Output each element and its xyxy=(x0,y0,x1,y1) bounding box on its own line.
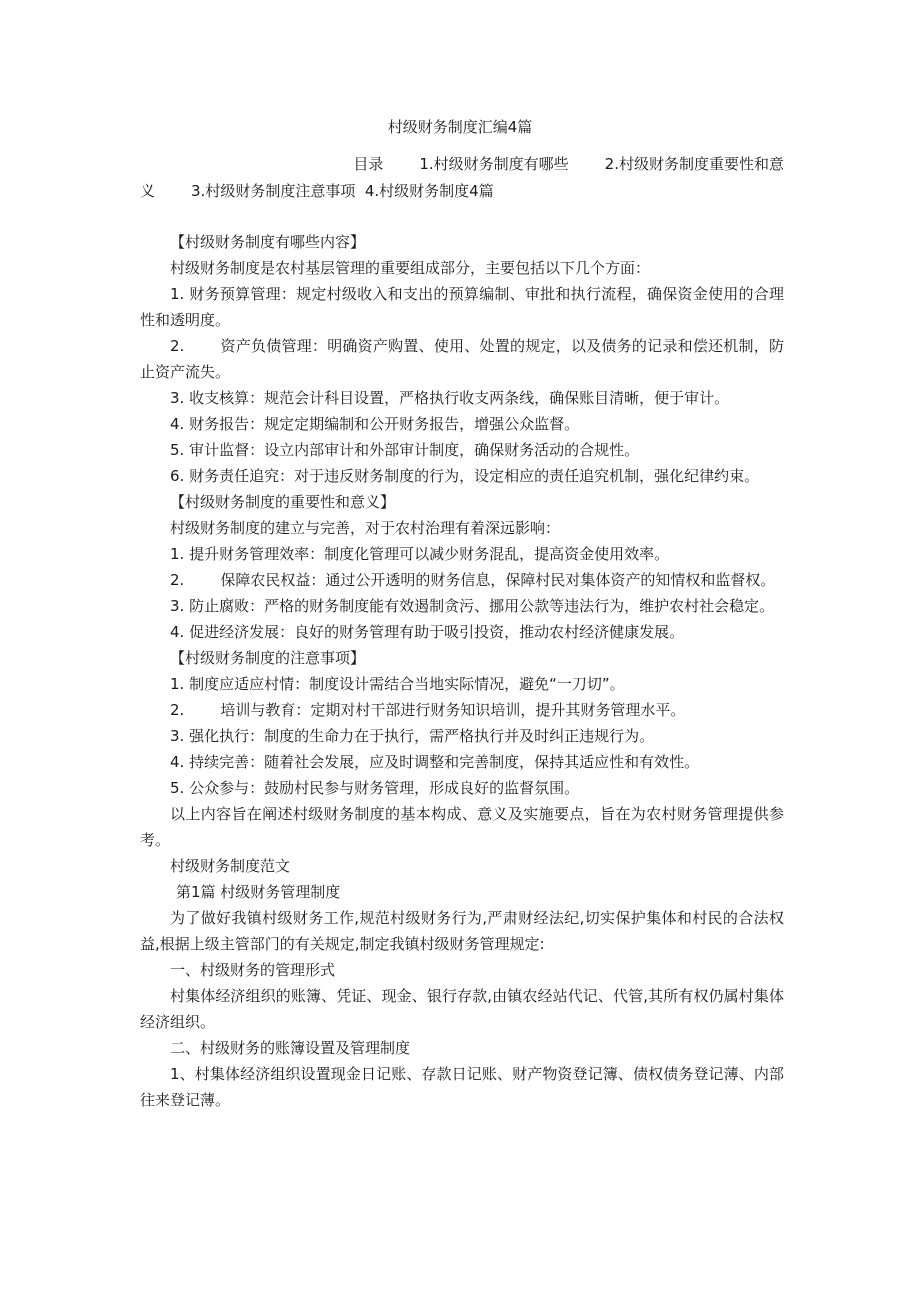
article-paragraph-2: 1、村集体经济组织设置现金日记账、存款日记账、财产物资登记簿、债权债务登记薄、内部往来登记薄。 xyxy=(140,1065,784,1109)
list-item: 1. 财务预算管理：规定村级收入和支出的预算编制、审批和执行流程，确保资金使用的合理性和透明度。 xyxy=(140,285,784,329)
sample-heading: 村级财务制度范文 xyxy=(170,857,291,875)
paragraph: 村级财务制度的建立与完善，对于农村治理有着深远影响： xyxy=(170,519,561,537)
list-number: 2. xyxy=(170,701,185,719)
conclusion-paragraph: 以上内容旨在阐述村级财务制度的基本构成、意义及实施要点，旨在为农村财务管理提供参考。 xyxy=(140,805,784,849)
section-heading-1: 【村级财务制度有哪些内容】 xyxy=(170,233,366,251)
list-item: 5. 公众参与：鼓励村民参与财务管理，形成良好的监督氛围。 xyxy=(170,779,580,797)
list-text: 培训与教育：定期对村干部进行财务知识培训，提升其财务管理水平。 xyxy=(220,701,686,719)
list-item: 4. 持续完善：随着社会发展，应及时调整和完善制度，保持其适应性和有效性。 xyxy=(170,753,700,771)
toc-items-3-4[interactable]: 3.村级财务制度注意事项 4.村级财务制度4篇 xyxy=(191,182,494,200)
list-item: 3. 防止腐败：严格的财务制度能有效遏制贪污、挪用公款等违法行为，维护农村社会稳定。 xyxy=(170,597,775,615)
list-number: 2. xyxy=(170,337,185,355)
list-item xyxy=(140,567,784,593)
list-item: 3. 强化执行：制度的生命力在于执行，需严格执行并及时纠正违规行为。 xyxy=(170,727,655,745)
list-item: 5. 审计监督：设立内部审计和外部审计制度，确保财务活动的合规性。 xyxy=(170,441,640,459)
list-item: 1. 制度应适应村情：制度设计需结合当地实际情况，避免“一刀切”。 xyxy=(170,675,625,693)
article-intro: 为了做好我镇村级财务工作,规范村级财务行为,严肃财经法纪,切实保护集体和村民的合法权益,根据上级主管部门的有关规定,制定我镇村级财务管理规定: xyxy=(140,909,784,953)
toc-item-2[interactable]: 2.村级财务制度重要性和意 xyxy=(604,155,784,173)
list-item: 3. 收支核算：规范会计科目设置，严格执行收支两条线，确保账目清晰，便于审计。 xyxy=(170,389,730,407)
article-heading-2: 二、村级财务的账簿设置及管理制度 xyxy=(170,1039,411,1057)
toc-item-2-continued[interactable]: 义 xyxy=(140,182,156,200)
list-item: 4. 财务报告：规定定期编制和公开财务报告，增强公众监督。 xyxy=(170,415,580,433)
list-item xyxy=(140,333,784,385)
list-number: 2. xyxy=(170,571,185,589)
document-body xyxy=(140,229,784,1113)
table-of-contents-line-1 xyxy=(140,153,784,174)
section-heading-3: 【村级财务制度的注意事项】 xyxy=(170,649,366,667)
list-item: 1. 提升财务管理效率：制度化管理可以减少财务混乱，提高资金使用效率。 xyxy=(170,545,670,563)
article-heading-1: 一、村级财务的管理形式 xyxy=(170,961,336,979)
toc-item-1[interactable]: 1.村级财务制度有哪些 xyxy=(419,155,569,173)
list-text: 保障农民权益：通过公开透明的财务信息，保障村民对集体资产的知情权和监督权。 xyxy=(220,571,776,589)
toc-label: 目录 xyxy=(353,155,384,173)
list-item: 6. 财务责任追究：对于违反财务制度的行为，设定相应的责任追究机制，强化纪律约束。 xyxy=(170,467,760,485)
document-title: 村级财务制度汇编4篇 xyxy=(387,118,533,136)
paragraph: 村级财务制度是农村基层管理的重要组成部分，主要包括以下几个方面： xyxy=(170,259,651,277)
list-text: 资产负债管理：明确资产购置、使用、处置的规定，以及债务的记录和偿还机制，防止资产流失。 xyxy=(140,337,784,381)
article-paragraph-1: 村集体经济组织的账簿、凭证、现金、银行存款,由镇农经站代记、代管,其所有权仍属村集体经济组织。 xyxy=(140,987,784,1031)
table-of-contents-line-2 xyxy=(140,180,494,201)
list-item: 4. 促进经济发展：良好的财务管理有助于吸引投资，推动农村经济健康发展。 xyxy=(170,623,685,641)
section-heading-2: 【村级财务制度的重要性和意义】 xyxy=(170,493,396,511)
list-item xyxy=(140,697,784,723)
article-title: 第1篇 村级财务管理制度 xyxy=(176,883,341,901)
